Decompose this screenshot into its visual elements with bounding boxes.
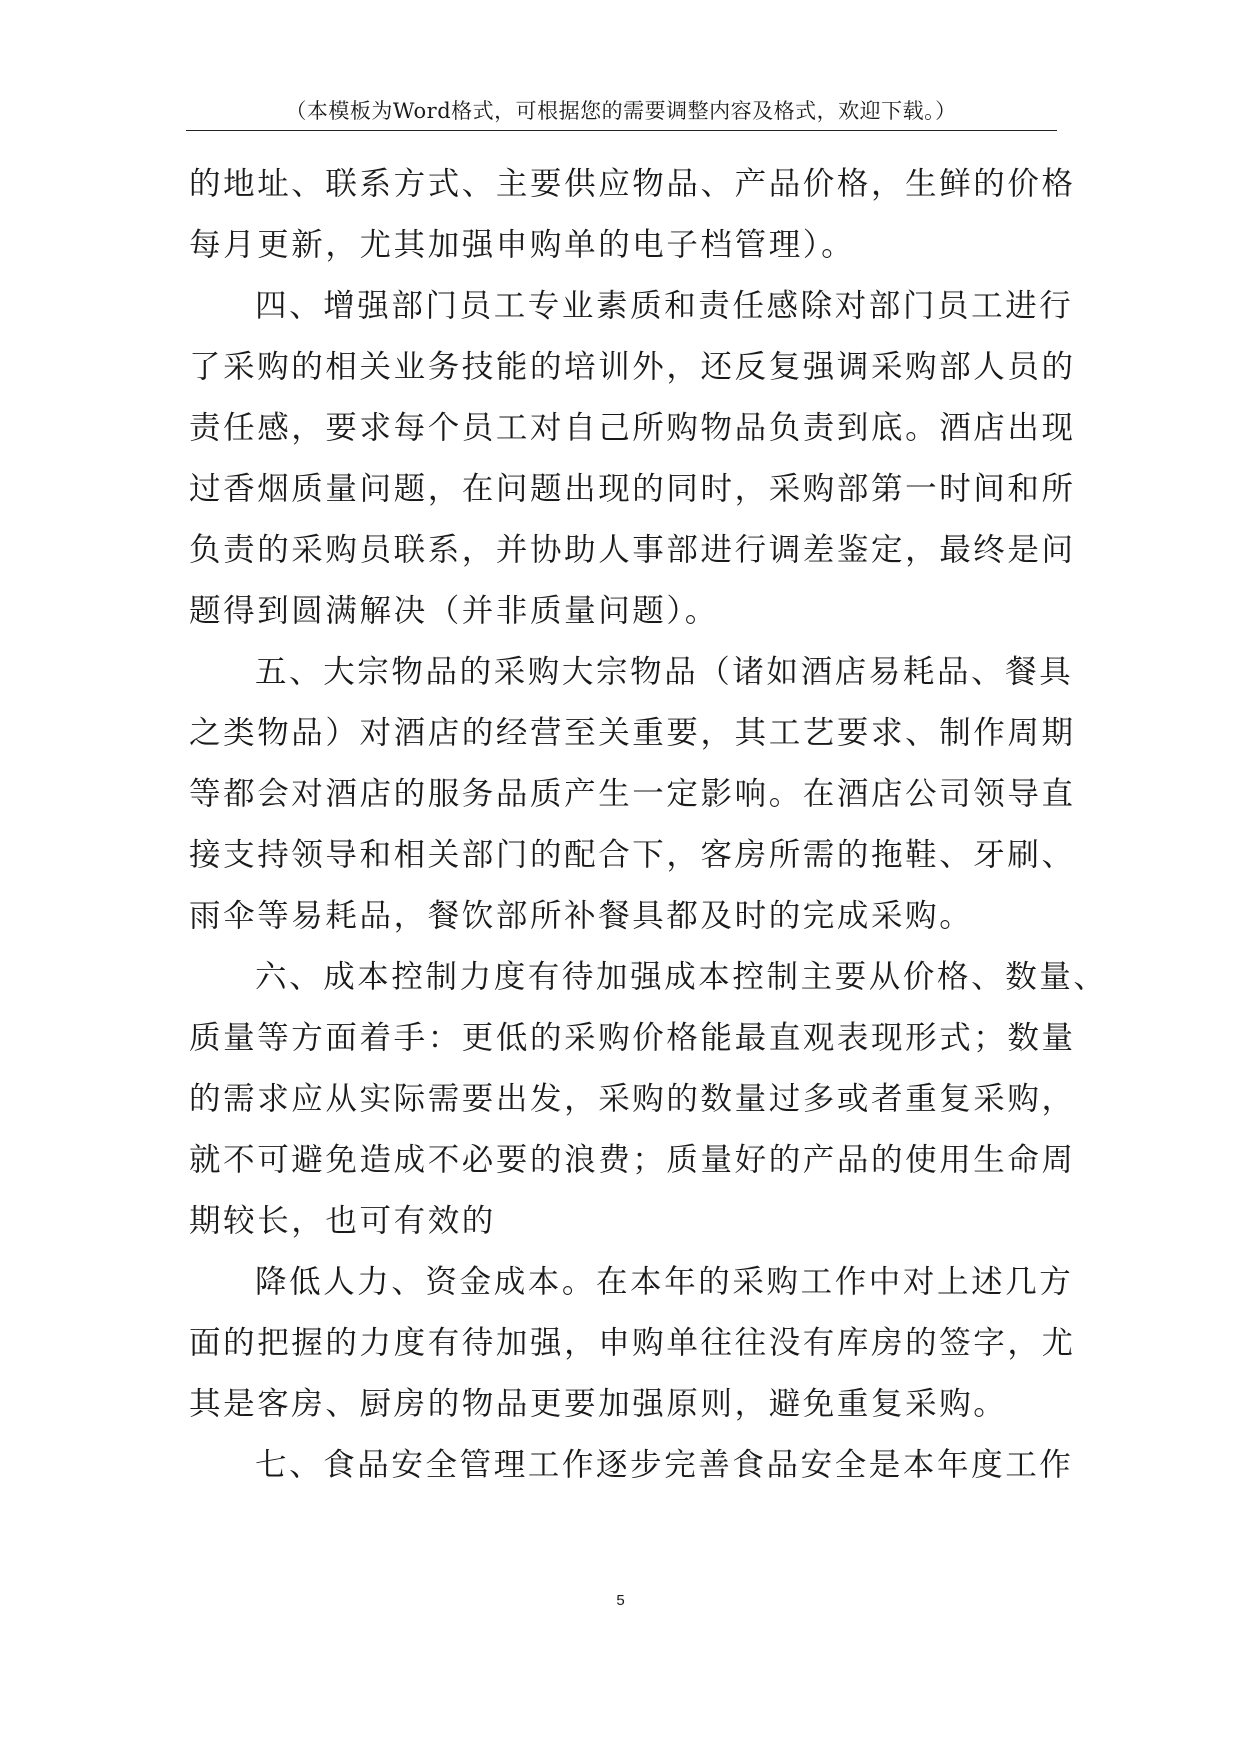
paragraph-line: 负责的采购员联系，并协助人事部进行调差鉴定，最终是问 — [189, 532, 1076, 568]
paragraph-line: 过香烟质量问题，在问题出现的同时，采购部第一时间和所 — [189, 471, 1076, 507]
paragraph-line: 七、食品安全管理工作逐步完善食品安全是本年度工作 — [255, 1447, 1074, 1483]
paragraph-line: 其是客房、厨房的物品更要加强原则，避免重复采购。 — [189, 1386, 1008, 1422]
paragraph-line: 期较长，也可有效的 — [189, 1203, 496, 1239]
paragraph-line: 就不可避免造成不必要的浪费；质量好的产品的使用生命周 — [189, 1142, 1076, 1178]
paragraph-line: 责任感，要求每个员工对自己所购物品负责到底。酒店出现 — [189, 410, 1076, 446]
paragraph-line: 质量等方面着手：更低的采购价格能最直观表现形式；数量 — [189, 1020, 1076, 1056]
paragraph-line: 的需求应从实际需要出发，采购的数量过多或者重复采购， — [189, 1081, 1076, 1117]
paragraph-line: 降低人力、资金成本。在本年的采购工作中对上述几方 — [255, 1264, 1074, 1300]
paragraph-line: 面的把握的力度有待加强，申购单往往没有库房的签字，尤 — [189, 1325, 1076, 1361]
paragraph-line: 四、增强部门员工专业素质和责任感除对部门员工进行 — [255, 288, 1074, 324]
paragraph-line: 雨伞等易耗品，餐饮部所补餐具都及时的完成采购。 — [189, 898, 974, 934]
paragraph-line: 五、大宗物品的采购大宗物品（诸如酒店易耗品、餐具 — [255, 654, 1074, 690]
paragraph-line: 了采购的相关业务技能的培训外，还反复强调采购部人员的 — [189, 349, 1076, 385]
document-body — [189, 154, 1108, 1496]
paragraph-line: 之类物品）对酒店的经营至关重要，其工艺要求、制作周期 — [189, 715, 1076, 751]
page-number: 5 — [616, 1592, 625, 1609]
paragraph-line: 六、成本控制力度有待加强成本控制主要从价格、数量、 — [255, 959, 1108, 995]
paragraph-line: 接支持领导和相关部门的配合下，客房所需的拖鞋、牙刷、 — [189, 837, 1076, 873]
paragraph-line: 等都会对酒店的服务品质产生一定影响。在酒店公司领导直 — [189, 776, 1076, 812]
paragraph-line: 的地址、联系方式、主要供应物品、产品价格，生鲜的价格 — [189, 166, 1076, 202]
page-header: （本模板为Word格式，可根据您的需要调整内容及格式，欢迎下载。） — [285, 99, 957, 123]
paragraph-line: 每月更新，尤其加强申购单的电子档管理）。 — [189, 227, 856, 263]
header-divider — [186, 130, 1057, 131]
paragraph-line: 题得到圆满解决（并非质量问题）。 — [189, 593, 719, 629]
